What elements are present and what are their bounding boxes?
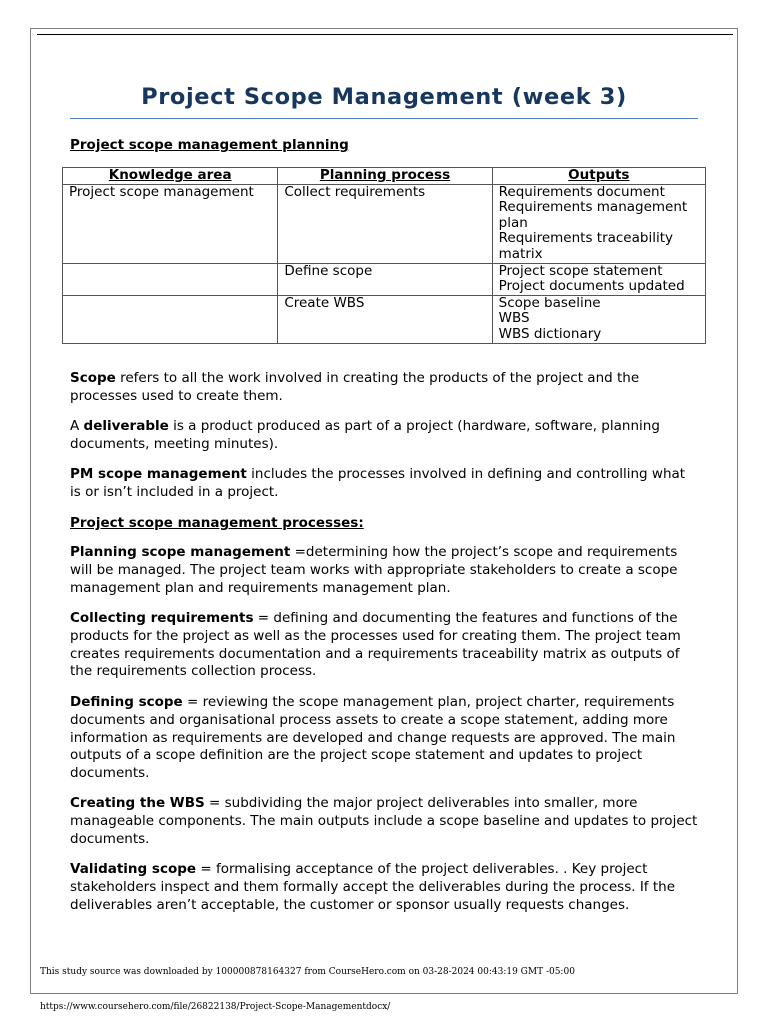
output-item: Requirements traceability matrix: [498, 230, 673, 262]
page-title: Project Scope Management (week 3): [141, 84, 627, 110]
output-item: Scope baseline: [498, 294, 601, 311]
cell-outputs: [492, 263, 705, 295]
cell-outputs: [492, 295, 705, 343]
cell-process: Collect requirements: [278, 184, 492, 263]
scope-definition: Scope refers to all the work involved in creating the products of the project and the processes used to create them.: [70, 370, 640, 404]
deliverable-definition: A deliverable is a product produced as part of a project (hardware, software, planning documents, meeting minutes).: [70, 418, 660, 452]
output-item: WBS: [498, 310, 530, 327]
table-row: [63, 295, 706, 343]
output-item: Project scope statement: [498, 262, 663, 279]
table-row: [63, 263, 706, 295]
cell-outputs: [492, 184, 705, 263]
planning-table: [62, 167, 706, 344]
source-url[interactable]: https://www.coursehero.com/file/26822138/Project-Scope-Managementdocx/: [40, 1002, 391, 1012]
output-item: Requirements document: [498, 183, 665, 200]
header-planning-process: Planning process: [278, 168, 492, 185]
process-creating-wbs: Creating the WBS = subdividing the major project deliverables into smaller, more manageable components. The main outputs include a scope baseline and updates to project documents.: [70, 795, 698, 847]
pm-scope-definition: PM scope management includes the processes involved in defining and controlling what is or isn’t included in a project.: [70, 466, 686, 500]
process-validating-scope: Validating scope = formalising acceptance of the project deliverables. . Key project stakeholders inspect and them formally accept the deliverables during the process. If the deliverables aren’t acceptable, the customer or sponsor usually requests changes.: [70, 861, 675, 913]
output-item: Requirements management plan: [498, 199, 688, 231]
cell-area: [63, 295, 278, 343]
top-rule: [37, 34, 733, 35]
download-source-note: This study source was downloaded by 100000878164327 from CourseHero.com on 03-28-2024 00:43:19 GMT -05:00: [40, 967, 575, 977]
table-header-row: [63, 168, 706, 185]
processes-heading: Project scope management processes:: [70, 515, 364, 531]
header-outputs: Outputs: [492, 168, 705, 185]
title-underline: [70, 118, 698, 119]
process-planning-scope: Planning scope management =determining how the project’s scope and requirements will be managed. The project team works with appropriate stakeholders to create a scope management plan and requirements management plan.: [70, 544, 678, 596]
header-knowledge-area: Knowledge area: [63, 168, 278, 185]
cell-process: Define scope: [278, 263, 492, 295]
process-defining-scope: Defining scope = reviewing the scope management plan, project charter, requirements documents and organisational process assets to create a scope statement, adding more information as requirements are developed and change requests are approved. The main outputs of a scope definition are the project scope statement and updates to project documents.: [70, 694, 676, 782]
cell-area: [63, 263, 278, 295]
cell-process: Create WBS: [278, 295, 492, 343]
cell-area: Project scope management: [63, 184, 278, 263]
table-row: [63, 184, 706, 263]
process-collecting-requirements: Collecting requirements = defining and documenting the features and functions of the products for the project as well as the processes used for creating them. The project team creates requirements documentation and a requirements traceability matrix as outputs of the requirements collection process.: [70, 610, 681, 680]
planning-heading: Project scope management planning: [70, 137, 349, 153]
output-item: Project documents updated: [498, 278, 685, 295]
output-item: WBS dictionary: [498, 325, 602, 342]
